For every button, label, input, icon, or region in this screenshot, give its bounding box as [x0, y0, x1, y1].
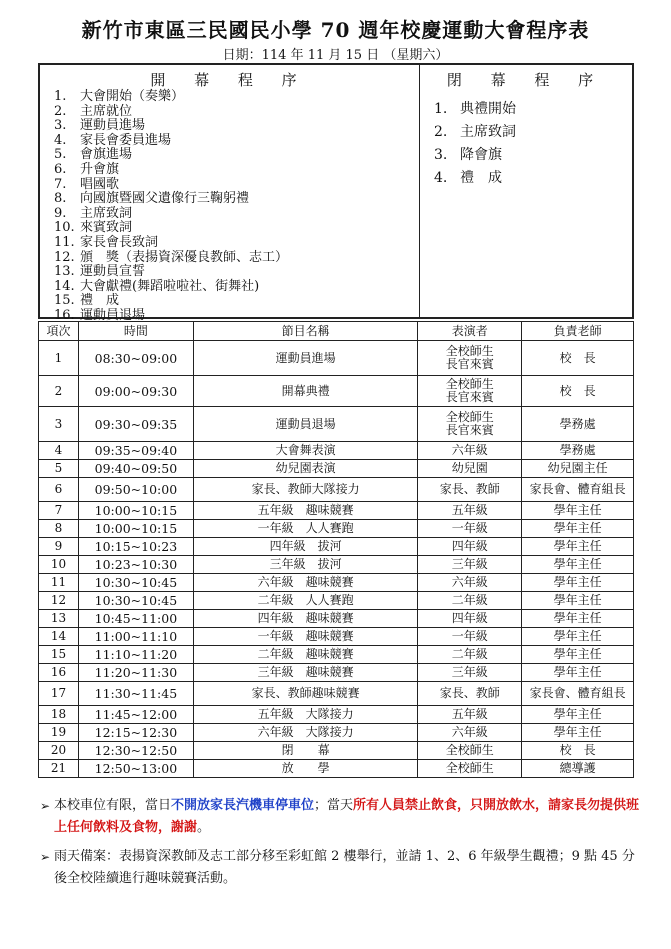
table-row [39, 664, 634, 682]
table-row [39, 574, 634, 592]
col-header-teacher: 負責老師 [522, 322, 634, 341]
row-program: 六年級 大隊接力 [193, 724, 418, 742]
row-performer: 五年級 [418, 502, 522, 520]
table-row [39, 460, 634, 478]
table-header-row [39, 322, 634, 341]
opening-item-number: 4. [54, 132, 67, 148]
row-program: 放 學 [193, 760, 418, 778]
row-time: 09:00~09:30 [78, 376, 193, 407]
table-row [39, 724, 634, 742]
row-program: 六年級 趣味競賽 [193, 574, 418, 592]
row-teacher: 學務處 [522, 442, 634, 460]
row-performer: 六年級 [418, 442, 522, 460]
row-teacher: 學年主任 [522, 724, 634, 742]
note1-highlight-food: 所有人員禁止飲食，只開放飲水，請家長勿提供班上任何飲料及食物，謝謝 [54, 798, 640, 835]
row-performer: 一年級 [418, 520, 522, 538]
closing-item-number: 4. [434, 170, 448, 186]
opening-item-label: 會旗進場 [80, 147, 133, 163]
opening-item-number: 5. [54, 147, 67, 163]
row-time: 12:30~12:50 [78, 742, 193, 760]
row-teacher: 家長會、體育組長 [522, 682, 634, 706]
table-row [39, 610, 634, 628]
row-program: 閉 幕 [193, 742, 418, 760]
opening-item [54, 105, 419, 120]
arrow-bullet-icon: ➢ [40, 799, 51, 813]
page-title: 新竹市東區三民國民小學 70 週年校慶運動大會程序表 [81, 18, 590, 42]
closing-item-number: 3. [434, 147, 448, 163]
opening-item-number: 8. [54, 191, 67, 207]
row-performer: 全校師生 長官來賓 [418, 341, 522, 376]
row-teacher: 學年主任 [522, 646, 634, 664]
row-teacher: 學年主任 [522, 628, 634, 646]
row-no: 15 [39, 646, 79, 664]
opening-item-label: 運動員宣誓 [80, 264, 146, 280]
row-no: 18 [39, 706, 79, 724]
opening-item [54, 134, 419, 149]
opening-item-number: 1. [54, 89, 67, 104]
opening-item-label: 頒 獎（表揚資深優良教師、志工） [80, 249, 289, 265]
table-row [39, 628, 634, 646]
table-row [39, 742, 634, 760]
row-teacher: 學年主任 [522, 520, 634, 538]
closing-item-label: 主席致詞 [460, 124, 516, 140]
opening-item [54, 178, 419, 193]
row-program: 五年級 趣味競賽 [193, 502, 418, 520]
opening-item-label: 來賓致詞 [80, 220, 133, 236]
row-program: 四年級 拔河 [193, 538, 418, 556]
opening-item-number: 15. [54, 293, 75, 309]
note1-highlight-parking: 不開放家長汽機車停車位 [171, 798, 315, 813]
opening-list [40, 90, 419, 324]
row-performer: 六年級 [418, 574, 522, 592]
opening-item-number: 7. [54, 176, 67, 192]
opening-item-number: 16. [54, 307, 75, 323]
ceremony-box [38, 63, 634, 323]
arrow-bullet-icon: ➢ [40, 850, 51, 864]
row-performer: 家長、教師 [418, 682, 522, 706]
opening-item-label: 向國旗暨國父遺像行三鞠躬禮 [80, 191, 250, 207]
row-performer: 二年級 [418, 646, 522, 664]
closing-ceremony-section [420, 65, 632, 317]
row-time: 12:50~13:00 [78, 760, 193, 778]
closing-heading: 閉 幕 程 序 [446, 71, 606, 89]
opening-item-label: 大會獻禮(舞蹈啦啦社、街舞社) [80, 278, 260, 294]
row-program: 二年級 趣味競賽 [193, 646, 418, 664]
row-time: 09:50~10:00 [78, 478, 193, 502]
row-performer: 幼兒園 [418, 460, 522, 478]
opening-item-label: 主席就位 [80, 103, 133, 119]
row-performer: 全校師生 長官來賓 [418, 407, 522, 442]
opening-item [54, 90, 419, 105]
opening-heading: 開 幕 程 序 [150, 71, 309, 89]
row-performer: 全校師生 [418, 742, 522, 760]
opening-item-number: 11. [54, 234, 75, 250]
note1-text-c: ；當天 [314, 798, 354, 813]
row-program: 大會舞表演 [193, 442, 418, 460]
notes-section [40, 795, 640, 890]
table-row [39, 646, 634, 664]
table-row [39, 520, 634, 538]
opening-item-label: 唱國歌 [80, 176, 120, 192]
note1-text-e: 。 [197, 820, 211, 835]
row-performer: 五年級 [418, 706, 522, 724]
opening-item [54, 236, 419, 251]
row-teacher: 學年主任 [522, 706, 634, 724]
opening-item-number: 10. [54, 220, 75, 236]
row-program: 一年級 趣味競賽 [193, 628, 418, 646]
row-teacher: 校 長 [522, 376, 634, 407]
row-teacher: 校 長 [522, 742, 634, 760]
row-no: 9 [39, 538, 79, 556]
row-performer: 一年級 [418, 628, 522, 646]
closing-item [434, 167, 632, 190]
closing-item-number: 1. [434, 101, 448, 117]
row-time: 11:10~11:20 [78, 646, 193, 664]
row-performer: 全校師生 長官來賓 [418, 376, 522, 407]
table-row [39, 556, 634, 574]
opening-item-number: 12. [54, 249, 75, 265]
row-teacher: 校 長 [522, 341, 634, 376]
opening-item-label: 運動員進場 [80, 118, 146, 134]
row-time: 10:00~10:15 [78, 520, 193, 538]
row-no: 2 [39, 376, 79, 407]
row-teacher: 學年主任 [522, 574, 634, 592]
opening-item [54, 192, 419, 207]
opening-item-number: 9. [54, 205, 67, 221]
closing-item-label: 典禮開始 [460, 101, 516, 117]
row-program: 運動員退場 [193, 407, 418, 442]
row-teacher: 學年主任 [522, 538, 634, 556]
opening-item-number: 6. [54, 161, 67, 177]
opening-item-label: 禮 成 [80, 293, 120, 309]
row-time: 10:30~10:45 [78, 574, 193, 592]
opening-item-label: 大會開始（奏樂） [80, 89, 185, 104]
opening-item-label: 升會旗 [80, 161, 120, 177]
closing-item [434, 144, 632, 167]
opening-item [54, 119, 419, 134]
row-no: 3 [39, 407, 79, 442]
row-teacher: 總導護 [522, 760, 634, 778]
row-program: 家長、教師趣味競賽 [193, 682, 418, 706]
opening-ceremony-section [40, 65, 420, 323]
row-no: 21 [39, 760, 79, 778]
opening-item-label: 家長會委員進場 [80, 132, 172, 148]
table-row [39, 376, 634, 407]
row-time: 10:30~10:45 [78, 592, 193, 610]
row-program: 四年級 趣味競賽 [193, 610, 418, 628]
row-performer: 三年級 [418, 556, 522, 574]
row-no: 13 [39, 610, 79, 628]
row-no: 4 [39, 442, 79, 460]
table-row [39, 706, 634, 724]
row-program: 三年級 拔河 [193, 556, 418, 574]
col-header-performer: 表演者 [418, 322, 522, 341]
row-time: 09:35~09:40 [78, 442, 193, 460]
row-no: 6 [39, 478, 79, 502]
row-time: 10:23~10:30 [78, 556, 193, 574]
table-row [39, 538, 634, 556]
rain-plan-note [40, 846, 640, 890]
row-time: 11:20~11:30 [78, 664, 193, 682]
row-time: 08:30~09:00 [78, 341, 193, 376]
opening-item-label: 主席致詞 [80, 205, 133, 221]
row-time: 12:15~12:30 [78, 724, 193, 742]
table-row [39, 442, 634, 460]
table-row [39, 341, 634, 376]
opening-item-number: 13. [54, 264, 75, 280]
table-row [39, 407, 634, 442]
col-header-time: 時間 [78, 322, 193, 341]
opening-item [54, 265, 419, 280]
row-no: 17 [39, 682, 79, 706]
row-program: 三年級 趣味競賽 [193, 664, 418, 682]
row-time: 09:30~09:35 [78, 407, 193, 442]
closing-list [420, 98, 632, 190]
row-no: 1 [39, 341, 79, 376]
row-program: 一年級 人人賽跑 [193, 520, 418, 538]
row-no: 11 [39, 574, 79, 592]
row-teacher: 幼兒園主任 [522, 460, 634, 478]
row-teacher: 學年主任 [522, 610, 634, 628]
row-time: 11:30~11:45 [78, 682, 193, 706]
opening-item [54, 163, 419, 178]
row-no: 16 [39, 664, 79, 682]
closing-item [434, 121, 632, 144]
row-teacher: 學年主任 [522, 592, 634, 610]
row-no: 8 [39, 520, 79, 538]
row-no: 5 [39, 460, 79, 478]
row-time: 10:15~10:23 [78, 538, 193, 556]
opening-item [54, 251, 419, 266]
row-teacher: 學務處 [522, 407, 634, 442]
row-program: 運動員進場 [193, 341, 418, 376]
row-no: 14 [39, 628, 79, 646]
opening-item [54, 148, 419, 163]
closing-item-number: 2. [434, 124, 448, 140]
col-header-no: 項次 [39, 322, 79, 341]
row-no: 12 [39, 592, 79, 610]
row-program: 幼兒園表演 [193, 460, 418, 478]
row-program: 開幕典禮 [193, 376, 418, 407]
closing-item-label: 禮 成 [460, 170, 502, 186]
row-performer: 全校師生 [418, 760, 522, 778]
row-no: 7 [39, 502, 79, 520]
table-row [39, 682, 634, 706]
opening-item-number: 14. [54, 278, 75, 294]
row-time: 10:45~11:00 [78, 610, 193, 628]
opening-item [54, 294, 419, 309]
note2-text: 雨天備案：表揚資深教師及志工部分移至彩虹館 2 樓舉行，並請 1、2、6 年級學生觀禮；9 點 45 分後全校陸續進行趣味競賽活動。 [54, 849, 635, 886]
row-performer: 三年級 [418, 664, 522, 682]
row-time: 09:40~09:50 [78, 460, 193, 478]
row-no: 20 [39, 742, 79, 760]
row-teacher: 學年主任 [522, 556, 634, 574]
row-program: 二年級 人人賽跑 [193, 592, 418, 610]
row-performer: 四年級 [418, 610, 522, 628]
row-program: 家長、教師大隊接力 [193, 478, 418, 502]
row-performer: 四年級 [418, 538, 522, 556]
row-program: 五年級 大隊接力 [193, 706, 418, 724]
row-performer: 家長、教師 [418, 478, 522, 502]
row-teacher: 學年主任 [522, 664, 634, 682]
row-performer: 六年級 [418, 724, 522, 742]
row-teacher: 家長會、體育組長 [522, 478, 634, 502]
schedule-table [38, 321, 634, 778]
col-header-program: 節目名稱 [193, 322, 418, 341]
note1-text-a: 本校車位有限，當日 [54, 798, 172, 813]
row-performer: 二年級 [418, 592, 522, 610]
opening-item-number: 2. [54, 103, 67, 119]
event-date: 日期：114 年 11 月 15 日 （星期六） [222, 48, 449, 63]
table-row [39, 592, 634, 610]
table-row [39, 502, 634, 520]
table-row [39, 478, 634, 502]
opening-item-label: 運動員退場 [80, 307, 146, 323]
row-time: 11:45~12:00 [78, 706, 193, 724]
row-no: 19 [39, 724, 79, 742]
opening-item-number: 3. [54, 118, 67, 134]
opening-item [54, 221, 419, 236]
row-no: 10 [39, 556, 79, 574]
row-time: 11:00~11:10 [78, 628, 193, 646]
row-time: 10:00~10:15 [78, 502, 193, 520]
closing-item [434, 98, 632, 121]
parking-food-note [40, 795, 640, 839]
closing-item-label: 降會旗 [460, 147, 502, 163]
table-row [39, 760, 634, 778]
row-teacher: 學年主任 [522, 502, 634, 520]
opening-item-label: 家長會長致詞 [80, 234, 159, 250]
